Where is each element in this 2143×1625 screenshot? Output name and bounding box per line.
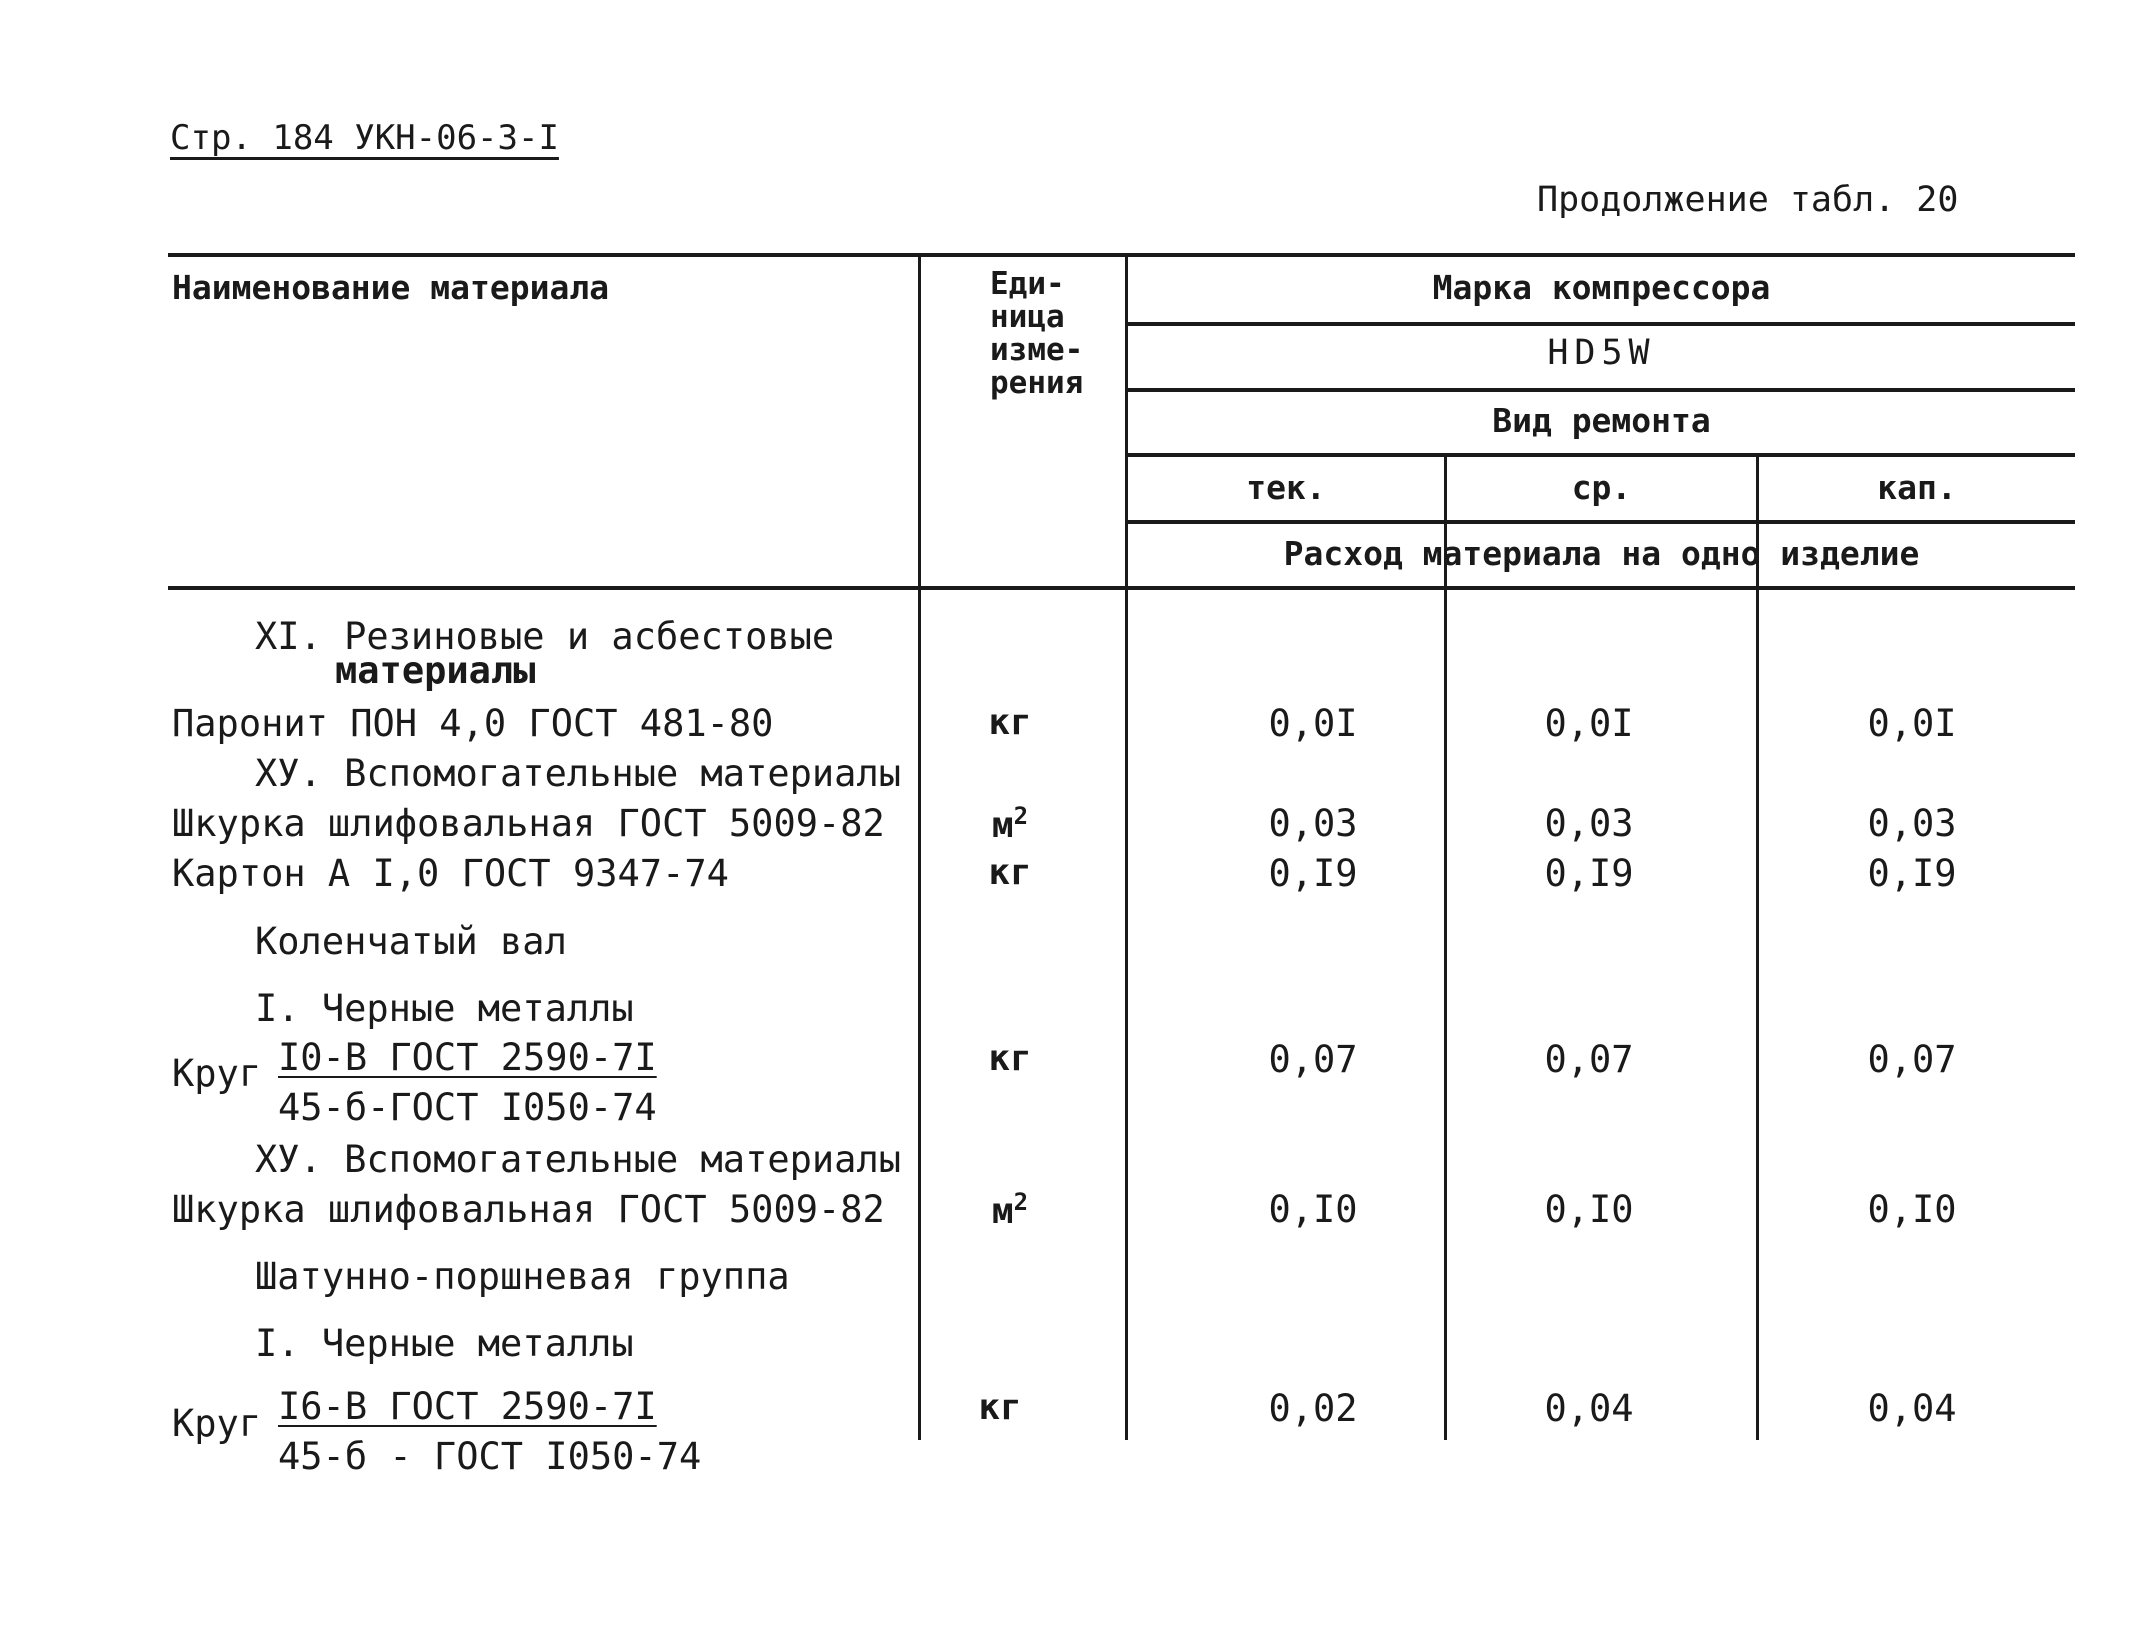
subgroup-title: Шатунно-поршневая группа [255,1255,790,1298]
header-unit-line: Еди- [990,266,1065,302]
header-unit-line: ница [990,299,1065,335]
value-tek: 0,07 [1268,1038,1358,1081]
value-kap: 0,04 [1867,1387,1957,1430]
column-divider-name [918,253,921,1440]
material-name: Паронит ПОН 4,0 ГОСТ 481-80 [172,702,774,745]
subgroup-title: Коленчатый вал [255,920,567,963]
header-compressor-brand: Марка компрессора [1432,268,1771,307]
section-title: I. Черные металлы [255,1322,634,1365]
value-sr: 0,I9 [1544,852,1634,895]
header-col-kap: кап. [1877,468,1957,507]
table-top-rule [168,253,2075,257]
header-unit-line: рения [990,365,1084,401]
material-name: Шкурка шлифовальная ГОСТ 5009-82 [172,1188,885,1231]
value-tek: 0,03 [1268,802,1358,845]
fraction-denominator: 45-б - ГОСТ I050-74 [278,1435,702,1478]
unit-superscript: 2 [1013,1188,1029,1216]
header-model: HD5W [1547,333,1656,373]
value-sr: 0,03 [1544,802,1634,845]
fraction-denominator: 45-б-ГОСТ I050-74 [278,1086,657,1129]
header-unit [960,268,1110,400]
header-repair-type: Вид ремонта [1492,401,1711,440]
value-kap: 0,07 [1867,1038,1957,1081]
table-continuation-label: Продолжение табл. 20 [1537,180,1959,220]
unit-value: $м^2$ [991,1188,1029,1232]
header-consumption: Расход материала на одно изделие [1283,534,1920,573]
value-sr: 0,I0 [1544,1188,1634,1231]
value-kap: 0,I0 [1867,1188,1957,1231]
unit-superscript: 2 [1013,802,1029,830]
value-kap: 0,I9 [1867,852,1957,895]
header-col-tek: тек. [1246,468,1326,507]
material-name: Круг [172,1052,262,1095]
value-sr: 0,07 [1544,1038,1634,1081]
header-bottom-rule [168,586,2075,590]
header-unit-line: изме- [990,332,1084,368]
unit-value: кг [988,852,1032,893]
header-rule-brand [1127,322,2075,326]
value-tek: 0,0I [1268,702,1358,745]
value-tek: 0,I9 [1268,852,1358,895]
value-kap: 0,0I [1867,702,1957,745]
value-kap: 0,03 [1867,802,1957,845]
value-sr: 0,0I [1544,702,1634,745]
section-title: XI. Резиновые и асбестовые материалы [255,615,835,692]
unit-value: $м^2$ [991,802,1029,846]
section-title: ХУ. Вспомогательные материалы [255,752,902,795]
header-material-name: Наименование материала [172,268,610,307]
material-name: Шкурка шлифовальная ГОСТ 5009-82 [172,802,885,845]
value-tek: 0,02 [1268,1387,1358,1430]
header-rule-columns [1127,520,2075,524]
header-rule-repair [1127,453,2075,457]
value-tek: 0,I0 [1268,1188,1358,1231]
unit-value: кг [988,702,1032,743]
section-title-continuation: материалы [335,649,536,692]
header-col-sr: ср. [1571,468,1632,507]
unit-value: кг [978,1387,1022,1428]
fraction-numerator: I6-В ГОСТ 2590-7I [278,1385,657,1428]
material-name: Картон А I,0 ГОСТ 9347-74 [172,852,729,895]
unit-value: кг [988,1038,1032,1079]
section-title: ХУ. Вспомогательные материалы [255,1138,902,1181]
material-name: Круг [172,1402,262,1445]
value-sr: 0,04 [1544,1387,1634,1430]
page-reference: Стр. 184 УКН-06-3-I [170,118,559,158]
header-rule-model [1127,388,2075,392]
fraction-numerator: I0-В ГОСТ 2590-7I [278,1036,657,1079]
section-title: I. Черные металлы [255,987,634,1030]
